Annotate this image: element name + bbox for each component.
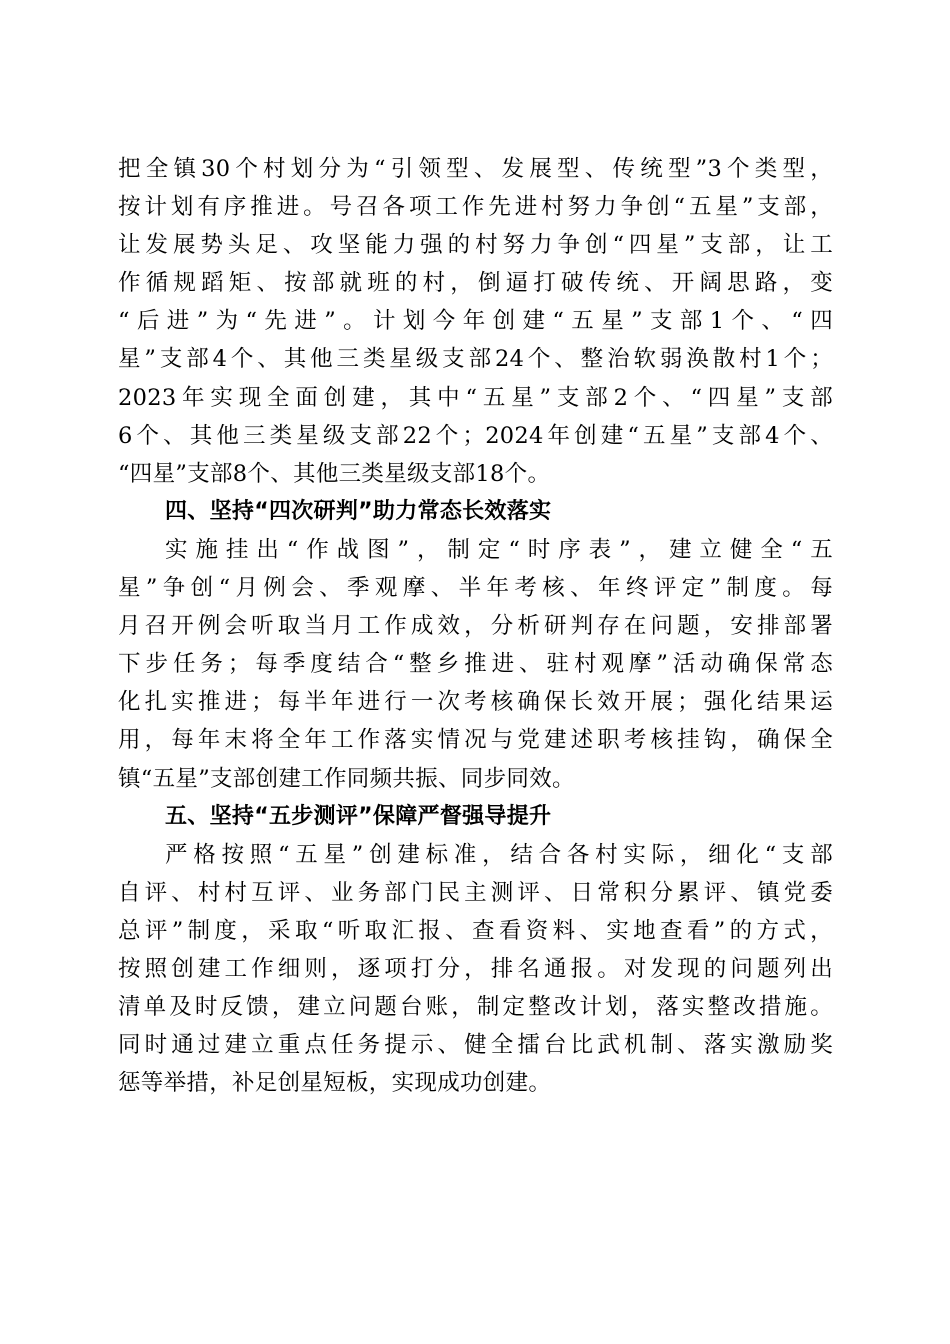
paragraph-line: 按计划有序推进。号召各项工作先进村努力争创“五星”支部， — [118, 194, 833, 221]
paragraph-line: 按照创建工作细则，逐项打分，排名通报。对发现的问题列出 — [118, 955, 833, 982]
paragraph-line: 把全镇30个村划分为“引领型、发展型、传统型”3个类型， — [118, 156, 833, 182]
paragraph-line: 让发展势头足、攻坚能力强的村努力争创“四星”支部，让工 — [118, 232, 833, 259]
paragraph-line: 星”支部4个、其他三类星级支部24个、整治软弱涣散村1个； — [118, 346, 833, 373]
section-heading-four: 四、坚持“四次研判”助力常态长效落实 — [165, 498, 552, 524]
document-body — [118, 150, 833, 1102]
paragraph-line: 惩等举措，补足创星短板，实现成功创建。 — [118, 1070, 552, 1097]
paragraph-line: 化扎实推进；每半年进行一次考核确保长效开展；强化结果运 — [118, 689, 833, 716]
paragraph-line: 镇“五星”支部创建工作同频共振、同步同效。 — [118, 765, 575, 792]
paragraph-line: 作循规蹈矩、按部就班的村，倒逼打破传统、开阔思路，变 — [118, 270, 833, 297]
paragraph-line: 月召开例会听取当月工作成效，分析研判存在问题，安排部署 — [118, 613, 833, 640]
paragraph-line: 6个、其他三类星级支部22个；2024年创建“五星”支部4个、 — [118, 422, 833, 449]
paragraph-line: 总评”制度，采取“听取汇报、查看资料、实地查看”的方式， — [118, 917, 833, 944]
paragraph-line: 自评、村村互评、业务部门民主测评、日常积分累评、镇党委 — [118, 879, 833, 906]
paragraph-line: 星”争创“月例会、季观摩、半年考核、年终评定”制度。每 — [118, 575, 833, 602]
paragraph-line: 清单及时反馈，建立问题台账，制定整改计划，落实整改措施。 — [118, 994, 833, 1021]
paragraph-four-reviews — [118, 531, 833, 798]
paragraph-line: 严格按照“五星”创建标准，结合各村实际，细化“支部 — [165, 841, 833, 868]
paragraph-line: “后进”为“先进”。计划今年创建“五星”支部1个、“四 — [118, 308, 833, 335]
section-heading-five: 五、坚持“五步测评”保障严督强导提升 — [165, 803, 552, 829]
paragraph-line: 同时通过建立重点任务提示、健全擂台比武机制、落实激励奖 — [118, 1032, 833, 1059]
paragraph-line: 下步任务；每季度结合“整乡推进、驻村观摩”活动确保常态 — [118, 651, 833, 678]
paragraph-line: 2023年实现全面创建，其中“五星”支部2个、“四星”支部 — [118, 384, 833, 411]
paragraph-five-evaluations — [118, 836, 833, 1103]
paragraph-line: 用，每年末将全年工作落实情况与党建述职考核挂钩，确保全 — [118, 727, 833, 754]
paragraph-village-classification — [118, 150, 833, 493]
paragraph-line: 实施挂出“作战图”，制定“时序表”，建立健全“五 — [165, 536, 833, 563]
paragraph-line: “四星”支部8个、其他三类星级支部18个。 — [118, 460, 551, 487]
